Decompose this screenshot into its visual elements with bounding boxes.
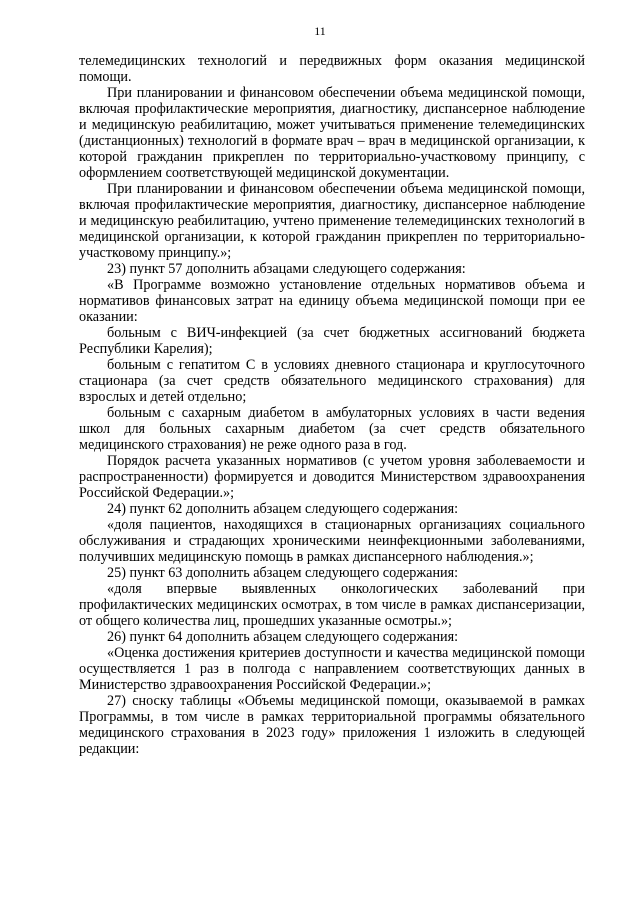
paragraph-13: «доля впервые выявленных онкологических заболеваний при профилактических медицинских осмотрах, в том числе в рамках диспансеризации, от общего количества лиц, прошедших указанные осмотры.»;: [79, 581, 585, 629]
paragraph-1: телемедицинских технологий и передвижных форм оказания медицинской помощи.: [79, 53, 585, 85]
paragraph-5: «В Программе возможно установление отдельных нормативов объема и нормативов финансовых затрат на единицу объема медицинской помощи при ее оказании:: [79, 277, 585, 325]
paragraph-8: больным с сахарным диабетом в амбулаторных условиях в части ведения школ для больных сахарным диабетом (за счет средств обязательного медицинского страхования) не реже одного раза в год.: [79, 405, 585, 453]
paragraph-15: «Оценка достижения критериев доступности и качества медицинской помощи осуществляется 1 раз в полгода с направлением соответствующих данных в Министерство здравоохранения Российской Федерации.»;: [79, 645, 585, 693]
paragraph-7: больным с гепатитом С в условиях дневного стационара и круглосуточного стационара (за счет средств обязательного медицинского страхования) для взрослых и детей отдельно;: [79, 357, 585, 405]
page-number: 11: [314, 24, 326, 38]
paragraph-2: При планировании и финансовом обеспечении объема медицинской помощи, включая профилактические мероприятия, диагностику, диспансерное наблюдение и медицинскую реабилитацию, может учитываться применение телемедицинских (дистанционных) технологий в формате врач – врач в медицинской организации, к которой гражданин прикреплен по территориально-участковому принципу, с оформлением соответствующей медицинской документации.: [79, 85, 585, 181]
paragraph-9: Порядок расчета указанных нормативов (с учетом уровня заболеваемости и распространенности) формируется и доводится Министерством здравоохранения Российской Федерации.»;: [79, 453, 585, 501]
paragraph-16: 27) сноску таблицы «Объемы медицинской помощи, оказываемой в рамках Программы, в том числе в рамках территориальной программы обязательного медицинского страхования в 2023 году» приложения 1 изложить в следующей редакции:: [79, 693, 585, 757]
paragraph-14: 26) пункт 64 дополнить абзацем следующего содержания:: [107, 629, 459, 645]
paragraph-3: При планировании и финансовом обеспечении объема медицинской помощи, включая профилактические мероприятия, диагностику, диспансерное наблюдение и медицинскую реабилитацию, учтено применение телемедицинских технологий в медицинской организации, к которой гражданин прикреплен по территориально-участковому принципу.»;: [79, 181, 585, 261]
paragraph-4: 23) пункт 57 дополнить абзацами следующего содержания:: [107, 261, 466, 277]
paragraph-12: 25) пункт 63 дополнить абзацем следующего содержания:: [107, 565, 459, 581]
paragraph-11: «доля пациентов, находящихся в стационарных организациях социального обслуживания и страдающих хроническими неинфекционными заболеваниями, получивших медицинскую помощь в рамках диспансерного наблюдения.»;: [79, 517, 585, 565]
document-body: [79, 53, 585, 757]
paragraph-6: больным с ВИЧ-инфекцией (за счет бюджетных ассигнований бюджета Республики Карелия);: [79, 325, 585, 357]
paragraph-10: 24) пункт 62 дополнить абзацем следующего содержания:: [107, 501, 459, 517]
